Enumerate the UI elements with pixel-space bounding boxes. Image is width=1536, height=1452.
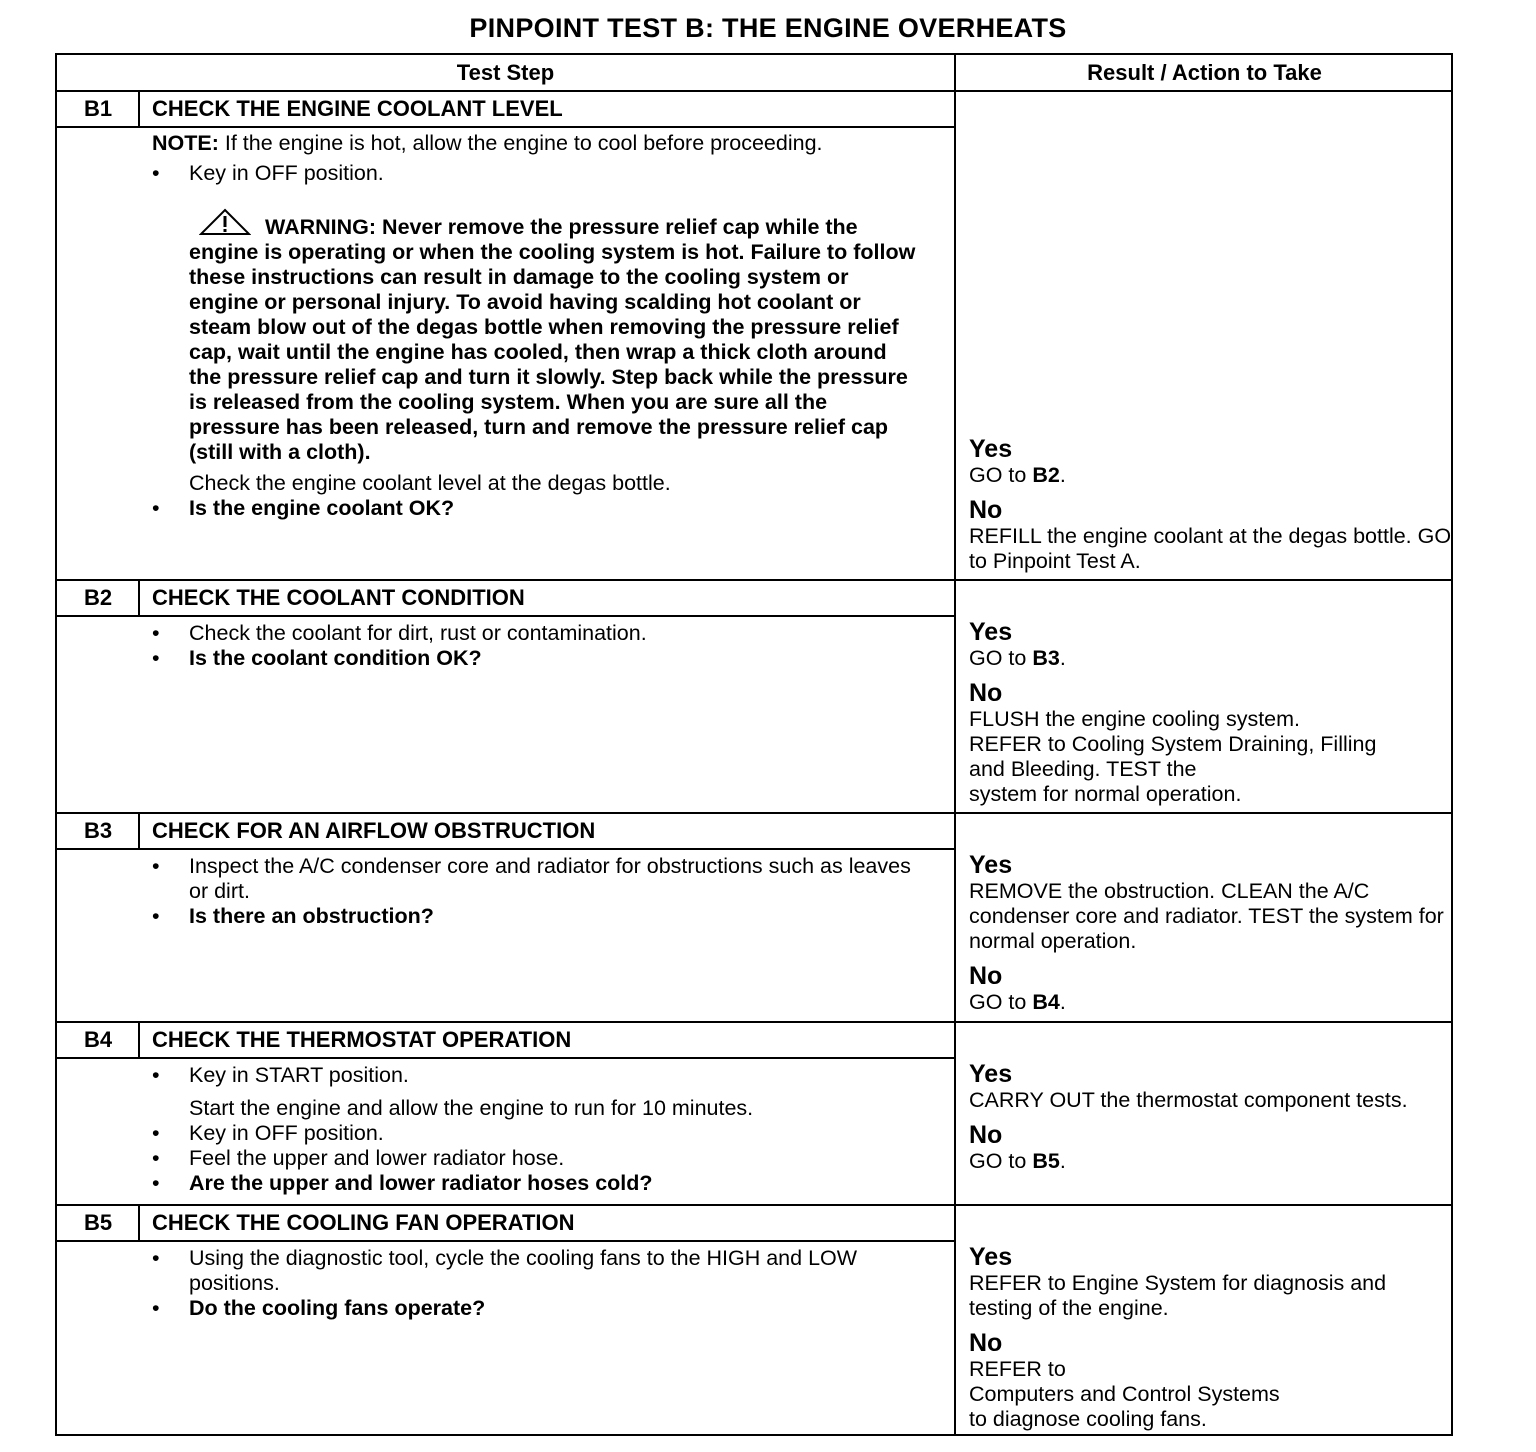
- question-text: Is there an obstruction?: [189, 904, 434, 928]
- bullet: •: [152, 1296, 160, 1320]
- list-item: [152, 496, 922, 521]
- step-id: B5: [83, 1210, 113, 1235]
- no-text-end: .: [1059, 1149, 1066, 1173]
- no-action-line: Computers and Control Systems: [969, 1382, 1280, 1406]
- list-item: [152, 161, 922, 186]
- pinpoint-test-table: [55, 53, 1453, 1436]
- note: [152, 131, 922, 156]
- no-label: No: [969, 1329, 1003, 1357]
- yes-text: GO to: [969, 646, 1033, 670]
- step-body: [152, 131, 922, 521]
- title-divider: [57, 126, 954, 128]
- question-text: Are the upper and lower radiator hoses cold?: [189, 1171, 653, 1195]
- list-item: [152, 854, 912, 904]
- title-divider: [57, 1057, 954, 1059]
- list-item-text: Check the coolant for dirt, rust or contamination.: [189, 621, 647, 645]
- bullet: •: [152, 161, 160, 185]
- yes-label: Yes: [969, 851, 1013, 879]
- no-action: REFILL the engine coolant at the degas bottle. GO to Pinpoint Test A.: [969, 524, 1452, 573]
- bullet: •: [152, 1171, 160, 1195]
- id-divider: [138, 814, 140, 848]
- bullet: •: [152, 1246, 160, 1270]
- step-result: [969, 1060, 1455, 1174]
- bullet: •: [152, 1063, 160, 1087]
- yes-action: [969, 463, 1455, 488]
- no-action-line: FLUSH the engine cooling system.: [969, 707, 1301, 731]
- list-item: [152, 621, 922, 646]
- id-divider: [138, 92, 140, 126]
- header-test-step: Test Step: [456, 60, 555, 85]
- column-divider: [954, 55, 956, 1436]
- step-result: [969, 618, 1455, 807]
- question-text: Is the coolant condition OK?: [189, 646, 482, 670]
- no-text: GO to: [969, 1149, 1033, 1173]
- step-body: [152, 621, 922, 671]
- title-divider: [57, 848, 954, 850]
- page-title: PINPOINT TEST B: THE ENGINE OVERHEATS: [469, 13, 1067, 43]
- question-text: Is the engine coolant OK?: [189, 496, 455, 520]
- step-title: CHECK THE ENGINE COOLANT LEVEL: [152, 96, 563, 121]
- warning-block: [152, 208, 922, 465]
- no-action: [969, 707, 1455, 807]
- yes-label: Yes: [969, 1243, 1013, 1271]
- id-divider: [138, 581, 140, 615]
- list-item: [152, 1121, 922, 1146]
- bullet: •: [152, 646, 160, 670]
- list-item-text: Key in OFF position.: [189, 1121, 384, 1145]
- list-item: [152, 1246, 922, 1296]
- list-item-text: Feel the upper and lower radiator hose.: [189, 1146, 565, 1170]
- list-item: [152, 1296, 922, 1321]
- bullet: •: [152, 621, 160, 645]
- step-result: [969, 435, 1455, 574]
- no-label: No: [969, 1121, 1003, 1149]
- step-body: [152, 854, 912, 929]
- no-label: No: [969, 962, 1003, 990]
- list-item: [152, 1171, 922, 1196]
- yes-action: REMOVE the obstruction. CLEAN the A/C condenser core and radiator. TEST the system for normal operation.: [969, 879, 1444, 953]
- question-text: Do the cooling fans operate?: [189, 1296, 486, 1320]
- list-item-text: Inspect the A/C condenser core and radiator for obstructions such as leaves or dirt.: [189, 854, 911, 903]
- title-divider: [57, 615, 954, 617]
- step-reference: B4: [1032, 990, 1060, 1014]
- list-item: [152, 904, 912, 929]
- instruction-text: Check the engine coolant level at the degas bottle.: [189, 471, 671, 495]
- no-action-line: REFER to: [969, 1357, 1066, 1381]
- yes-text: GO to: [969, 463, 1033, 487]
- step-result: [969, 1243, 1439, 1432]
- bullet: •: [152, 1146, 160, 1170]
- header-result: Result / Action to Take: [1087, 60, 1322, 85]
- no-action-line: REFER to Cooling System Draining, Filling: [969, 732, 1377, 756]
- no-text: GO to: [969, 990, 1033, 1014]
- list-item: [152, 646, 922, 671]
- step-title: CHECK THE COOLING FAN OPERATION: [152, 1210, 575, 1235]
- step-body: [152, 1063, 922, 1196]
- list-item: [152, 1146, 922, 1171]
- yes-label: Yes: [969, 1060, 1013, 1088]
- step-reference: B2: [1032, 463, 1060, 487]
- no-label: No: [969, 496, 1003, 524]
- no-text-end: .: [1059, 990, 1066, 1014]
- no-label: No: [969, 679, 1003, 707]
- step-id: B2: [83, 585, 113, 610]
- bullet: •: [152, 496, 160, 520]
- list-item-text: Key in START position.: [189, 1063, 409, 1087]
- no-action-line: system for normal operation.: [969, 782, 1242, 806]
- step-id: B3: [83, 818, 113, 843]
- id-divider: [138, 1206, 140, 1240]
- step-reference: B5: [1032, 1149, 1060, 1173]
- step-reference: B3: [1032, 646, 1060, 670]
- step-result: [969, 851, 1449, 1015]
- title-divider: [57, 1240, 954, 1242]
- warning-triangle-icon: [199, 208, 251, 236]
- list-item-text: Using the diagnostic tool, cycle the cooling fans to the HIGH and LOW positions.: [189, 1246, 858, 1295]
- note-label: NOTE:: [152, 131, 219, 155]
- yes-action: CARRY OUT the thermostat component tests.: [969, 1088, 1408, 1112]
- yes-action: [969, 646, 1455, 671]
- step-title: CHECK THE THERMOSTAT OPERATION: [152, 1027, 572, 1052]
- bullet: •: [152, 904, 160, 928]
- no-action: [969, 1357, 1439, 1432]
- bullet: •: [152, 1121, 160, 1145]
- list-item-text: Key in OFF position.: [189, 161, 384, 185]
- step-title: CHECK THE COOLANT CONDITION: [152, 585, 525, 610]
- yes-label: Yes: [969, 435, 1013, 463]
- no-action: [969, 990, 1449, 1015]
- yes-text-end: .: [1059, 463, 1066, 487]
- step-id: B1: [83, 96, 113, 121]
- id-divider: [138, 1023, 140, 1057]
- no-action: [969, 1149, 1455, 1174]
- no-action-line: and Bleeding. TEST the: [969, 757, 1197, 781]
- list-item: [152, 1063, 922, 1088]
- instruction-text: Start the engine and allow the engine to run for 10 minutes.: [189, 1096, 754, 1120]
- step-title: CHECK FOR AN AIRFLOW OBSTRUCTION: [152, 818, 596, 843]
- step-id: B4: [83, 1027, 113, 1052]
- step-body: [152, 1246, 922, 1321]
- bullet: •: [152, 854, 160, 878]
- yes-text-end: .: [1059, 646, 1066, 670]
- warning-text: WARNING: Never remove the pressure relief cap while the engine is operating or when the cooling system is hot. Failure to follow these instructions can result in damage to the cooling system or engine or personal injury. To avoid having scalding hot coolant or steam blow out of the degas bottle when removing the pressure relief cap, wait until the engine has cooled, then wrap a thick cloth around the pressure relief cap and turn it slowly. Step back while the pressure is released from the cooling system. When you are sure all the pressure has been released, turn and remove the pressure relief cap (still with a cloth).: [189, 215, 916, 464]
- yes-action: REFER to Engine System for diagnosis and testing of the engine.: [969, 1271, 1387, 1320]
- yes-label: Yes: [969, 618, 1013, 646]
- note-text: If the engine is hot, allow the engine to cool before proceeding.: [218, 131, 823, 155]
- no-action-line: to diagnose cooling fans.: [969, 1407, 1207, 1431]
